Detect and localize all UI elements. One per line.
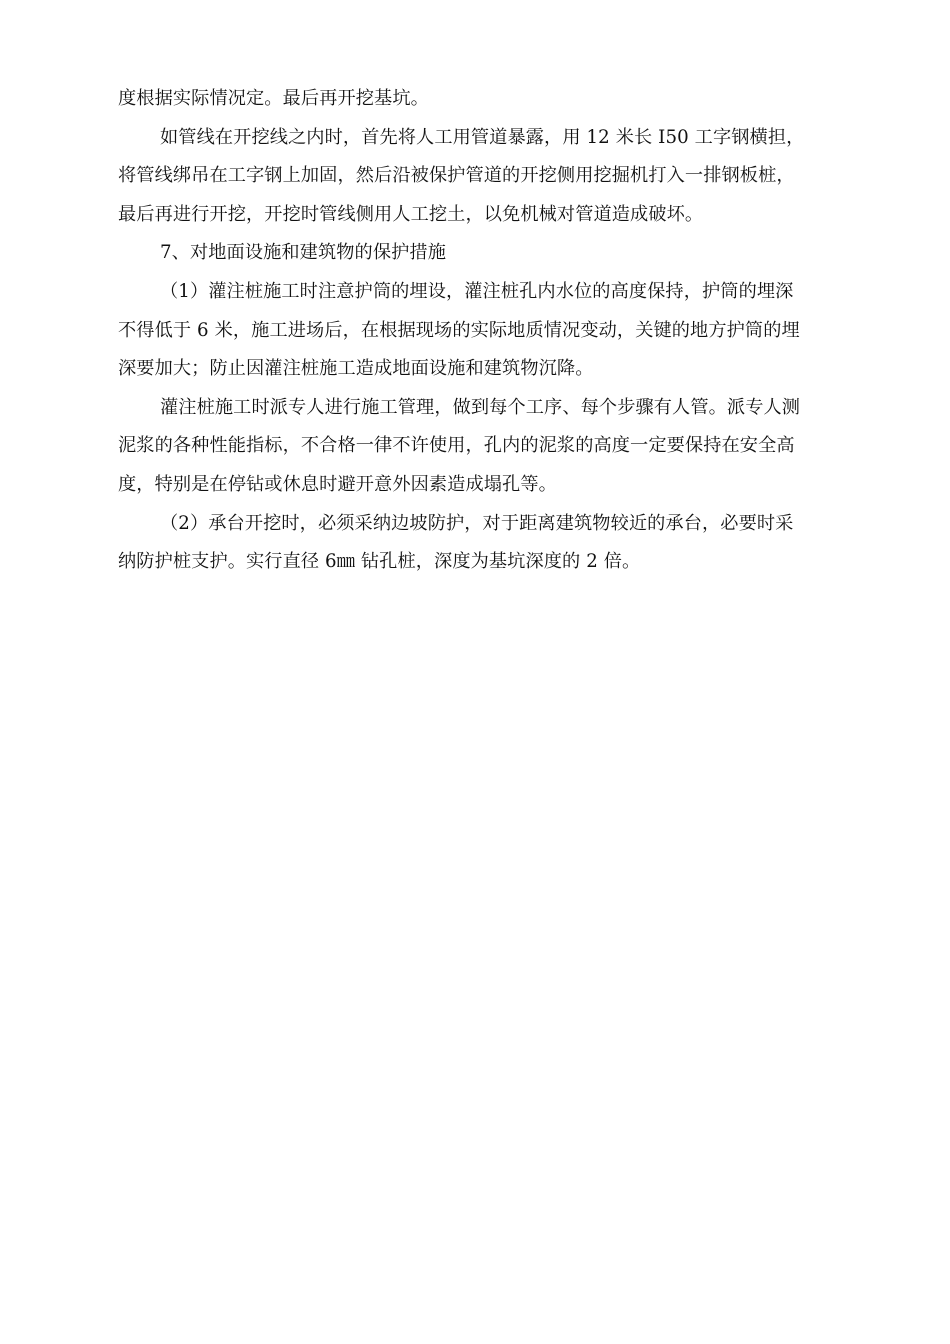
text-line: 将管线绑吊在工字钢上加固，然后沿被保护管道的开挖侧用挖掘机打入一排钢板桩， xyxy=(118,165,795,187)
text-line: 不得低于 6 米，施工进场后，在根据现场的实际地质情况变动，关键的地方护筒的埋 xyxy=(118,319,800,341)
section-heading: 7、对地面设施和建筑物的保护措施 xyxy=(160,242,446,264)
text-line: 深要加大；防止因灌注桩施工造成地面设施和建筑物沉降。 xyxy=(118,358,594,380)
text-line: 如管线在开挖线之内时，首先将人工用管道暴露，用 12 米长 I50 工字钢横担， xyxy=(160,126,805,148)
text-line: 泥浆的各种性能指标，不合格一律不许使用，孔内的泥浆的高度一定要保持在安全高 xyxy=(118,435,795,457)
document-body xyxy=(118,80,838,582)
text-line: 度，特别是在停钻或休息时避开意外因素造成塌孔等。 xyxy=(118,473,557,495)
text-line: （1）灌注桩施工时注意护筒的埋设，灌注桩孔内水位的高度保持，护筒的埋深 xyxy=(160,280,794,302)
text-line: 纳防护桩支护。实行直径 6㎜ 钻孔桩，深度为基坑深度的 2 倍。 xyxy=(118,551,641,573)
text-line: 最后再进行开挖，开挖时管线侧用人工挖土，以免机械对管道造成破坏。 xyxy=(118,203,704,225)
text-line: 度根据实际情况定。最后再开挖基坑。 xyxy=(118,88,429,109)
text-line: 灌注桩施工时派专人进行施工管理，做到每个工序、每个步骤有人管。派专人测 xyxy=(160,396,801,418)
text-line: （2）承台开挖时，必须采纳边坡防护，对于距离建筑物较近的承台，必要时采 xyxy=(160,512,794,534)
